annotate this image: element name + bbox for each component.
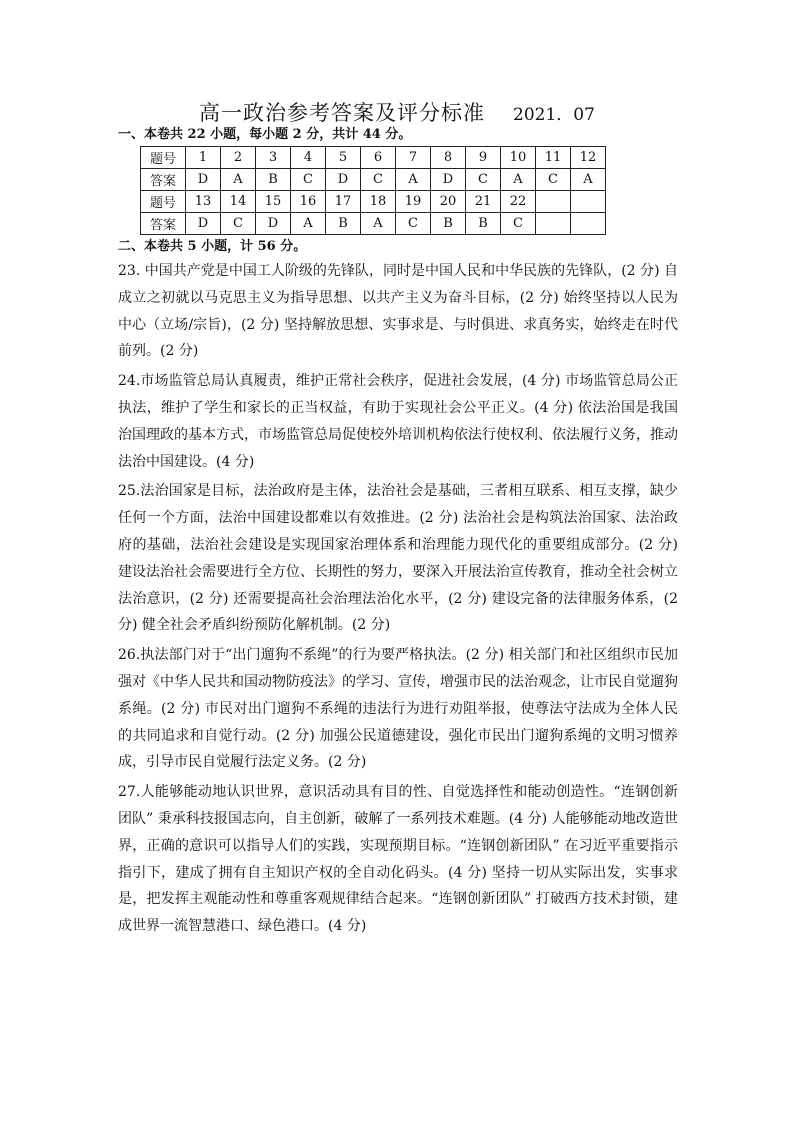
table-cell: 6 [361,147,396,169]
table-cell: 15 [256,191,291,213]
table-cell: C [501,213,536,235]
table-cell: C [221,213,256,235]
table-cell: 17 [326,191,361,213]
table-cell: A [571,169,606,191]
table-cell: D [256,213,291,235]
table-cell [571,191,606,213]
table-cell: 19 [396,191,431,213]
table-cell: 22 [501,191,536,213]
table-cell: A [361,213,396,235]
table-cell: 2 [221,147,256,169]
table-cell: 12 [571,147,606,169]
title-date: 2021．07 [513,105,595,125]
table-cell: 4 [291,147,326,169]
table-cell: 14 [221,191,256,213]
table-cell: A [291,213,326,235]
section-two-heading: 二、本卷共 5 小题，计 56 分。 [118,239,307,254]
table-cell: C [396,213,431,235]
table-cell: 10 [501,147,536,169]
table-row-header: 题号 [141,147,186,169]
table-cell: A [396,169,431,191]
table-cell [571,213,606,235]
table-row [141,213,606,235]
table-cell [536,213,571,235]
section-one-heading: 一、本卷共 22 小题，每小题 2 分，共计 44 分。 [118,127,412,142]
table-row [141,147,606,169]
table-cell: B [431,213,466,235]
answer-25: 25.法治国家是目标，法治政府是主体，法治社会是基础，三者相互联系、相互支撑，缺少任何一个方面，法治中国建设都难以有效推进。(2 分) 法治社会是构筑法治国家、法治政府的基础，法治社会建设是实现国家治理体系和治理能力现代化的重要组成部分。(2 分) 建设法治社会需要进行全方位、长期性的努力，要深入开展法治宣传教育，推动全社会树立法治意识，(2 分) 还需要提高社会治理法治化水平，(2 分) 建设完备的法律服务体系，(2 分) 健全社会矛盾纠纷预防化解机制。(2 分) [118,483,678,634]
table-cell: C [291,169,326,191]
table-cell: C [361,169,396,191]
answers-body [118,258,678,943]
table-row [141,191,606,213]
table-cell: B [326,213,361,235]
table-cell: 8 [431,147,466,169]
table-cell: 9 [466,147,501,169]
answer-table [140,146,606,235]
table-cell: A [221,169,256,191]
table-cell: B [466,213,501,235]
answer-24: 24.市场监管总局认真履责，维护正常社会秩序，促进社会发展，(4 分) 市场监管总局公正执法，维护了学生和家长的正当权益，有助于实现社会公平正义。(4 分) 依法治国是我国治国理政的基本方式，市场监管总局促使校外培训机构依法行使权利、依法履行义务，推动法治中国建设。(4 分) [118,373,678,470]
table-cell: 20 [431,191,466,213]
table-cell: 1 [186,147,221,169]
table-cell: 5 [326,147,361,169]
table-cell: D [431,169,466,191]
table-cell: D [326,169,361,191]
table-cell: 18 [361,191,396,213]
table-cell: C [466,169,501,191]
table-cell: A [501,169,536,191]
table-cell: 11 [536,147,571,169]
table-cell: 3 [256,147,291,169]
title-text: 高一政治参考答案及评分标准 [199,101,486,125]
answer-27: 27.人能够能动地认识世界，意识活动具有目的性、自觉选择性和能动创造性。“连钢创新团队” 秉承科技报国志向，自主创新，破解了一系列技术难题。(4 分) 人能够能动地改造世界，正确的意识可以指导人们的实践，实现预期目标。“连钢创新团队” 在习近平重要指示指引下，建成了拥有自主知识产权的全自动化码头。(4 分) 坚持一切从实际出发，实事求是，把发挥主观能动性和尊重客观规律结合起来。“连钢创新团队” 打破西方技术封锁，建成世界一流智慧港口、绿色港口。(4 分) [118,784,678,935]
table-row-header: 答案 [141,169,186,191]
answer-26: 26.执法部门对于“出门遛狗不系绳”的行为要严格执法。(2 分) 相关部门和社区组织市民加强对《中华人民共和国动物防疫法》的学习、宣传，增强市民的法治观念，让市民自觉遛狗系绳。(2 分) 市民对出门遛狗不系绳的违法行为进行劝阻举报，使尊法守法成为全体人民的共同追求和自觉行动。(2 分) 加强公民道德建设，强化市民出门遛狗系绳的文明习惯养成，引导市民自觉履行法定义务。(2 分) [118,647,678,771]
table-row-header: 题号 [141,191,186,213]
table-cell: 16 [291,191,326,213]
table-row-header: 答案 [141,213,186,235]
table-cell [536,191,571,213]
table-cell: D [186,213,221,235]
table-cell: D [186,169,221,191]
table-row [141,169,606,191]
table-cell: C [536,169,571,191]
table-cell: 13 [186,191,221,213]
table-cell: 7 [396,147,431,169]
table-cell: 21 [466,191,501,213]
answer-23: 23. 中国共产党是中国工人阶级的先锋队，同时是中国人民和中华民族的先锋队，(2 分) 自成立之初就以马克思主义为指导思想、以共产主义为奋斗目标，(2 分) 始终坚持以人民为中心（立场/宗旨)，(2 分) 坚持解放思想、实事求是、与时俱进、求真务实，始终走在时代前列。(2 分) [118,263,678,360]
table-cell: B [256,169,291,191]
